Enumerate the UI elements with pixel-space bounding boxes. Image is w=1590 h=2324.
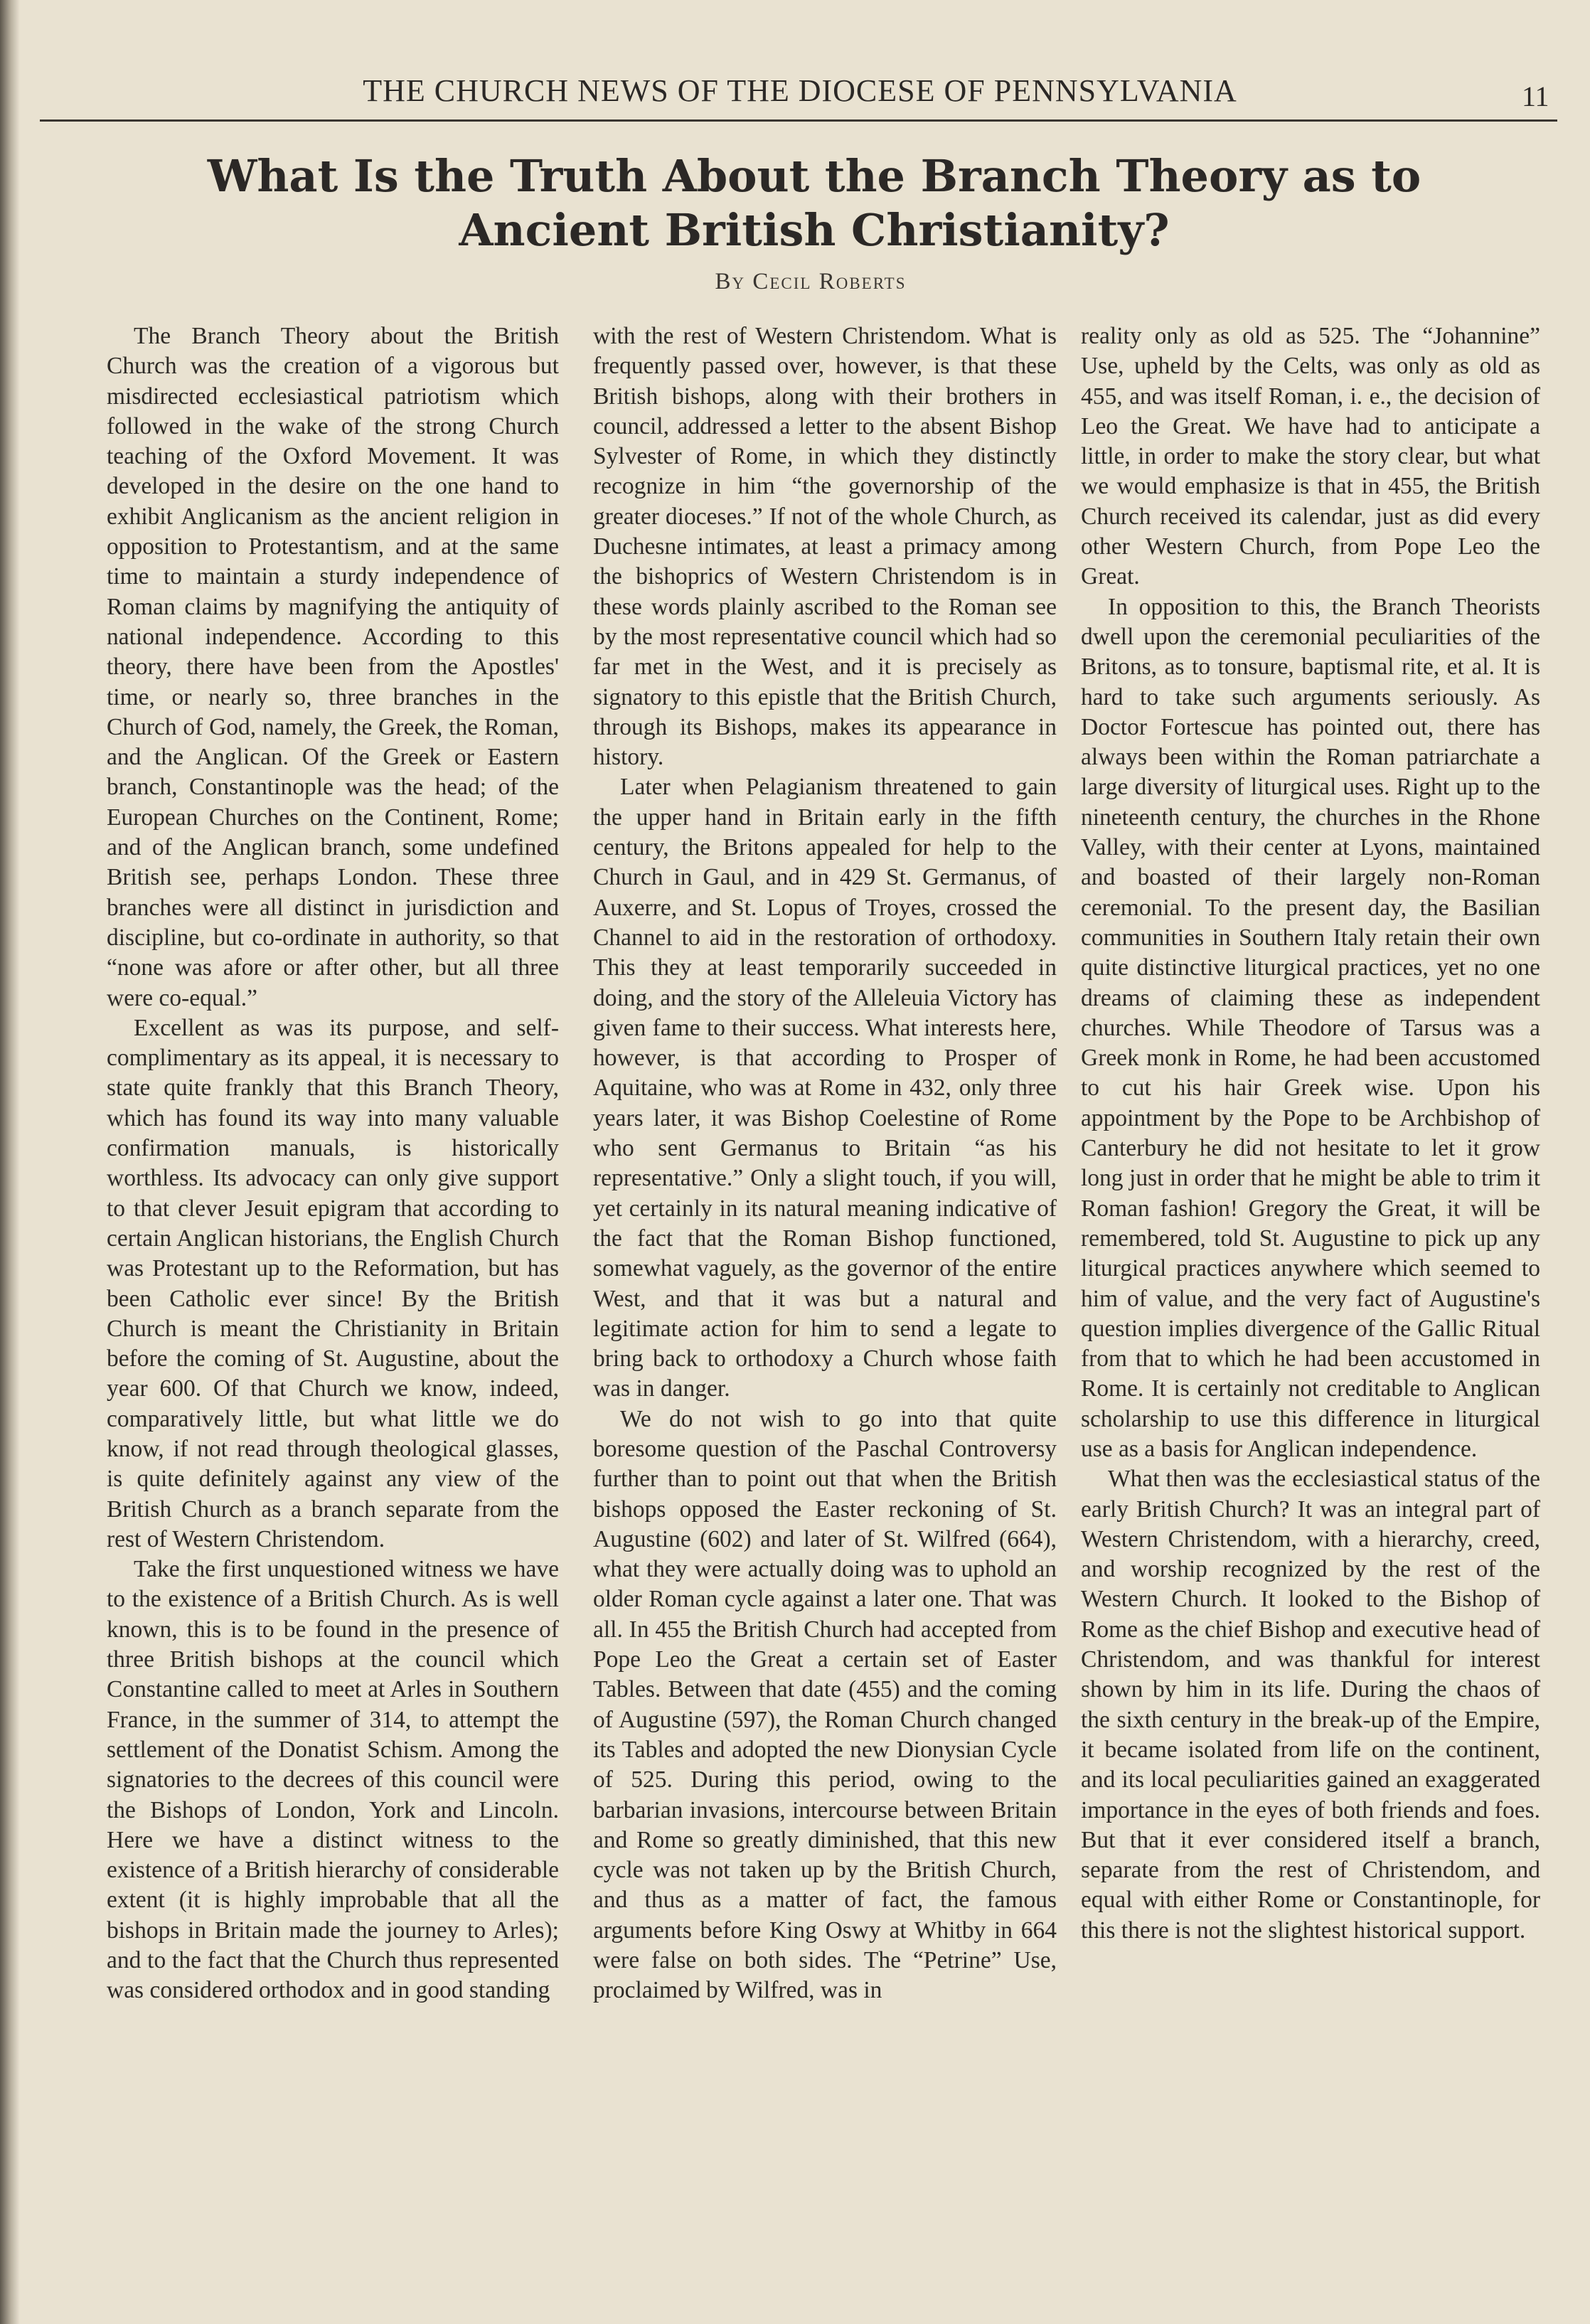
- paragraph: In opposition to this, the Branch Theorists dwell upon the ceremonial peculiarities of the Britons, as to tonsure, baptismal rite, et al. It is hard to take such arguments seriously. As Doctor Fortescue has pointed out, there has always been within the Roman patriarchate a large diversity of liturgical uses. Right up to the nineteenth century, the churches in the Rhone Valley, with their center at Lyons, maintained and boasted of their largely non-Roman ceremonial. To the present day, the Basilian communities in Southern Italy retain their own quite distinctive liturgical practices, yet no one dreams of claiming these as independent churches. While Theodore of Tarsus was a Greek monk in Rome, he had been accustomed to cut his hair Greek wise. Upon his appointment by the Pope to be Archbishop of Canterbury he did not hesitate to let it grow long just in order that he might be able to trim it Roman fashion! Gregory the Great, it will be remembered, told St. Augustine to pick up any liturgical practices anywhere which seemed to him of value, and the very fact of Augustine's question implies divergence of the Gallic Ritual from that to which he had been accustomed in Rome. It is certainly not creditable to Anglican scholarship to use this difference in liturgical use as a basis for Anglican independence.: [1081, 593, 1540, 1462]
- paragraph: Later when Pelagianism threatened to gain the upper hand in Britain early in the fifth century, the Britons appealed for help to the Church in Gaul, and in 429 St. Germanus, of Auxerre, and St. Lopus of Troyes, crossed the Channel to aid in the restoration of orthodoxy. This they at least temporarily succeeded in doing, and the story of the Alleleuia Victory has given fame to their success. What interests here, however, is that according to Prosper of Aquitaine, who was at Rome in 432, only three years later, it was Bishop Coelestine of Rome who sent Germanus to Britain “as his representative.” Only a slight touch, if you will, yet certainly in its natural meaning indicative of the fact that the Roman Bishop functioned, somewhat vaguely, as the governor of the entire West, and that it was but a natural and legitimate action for him to send a legate to bring back to orthodoxy a Church whose faith was in danger.: [593, 774, 1057, 1402]
- page-number: 11: [1522, 80, 1549, 112]
- column-left: [107, 321, 559, 2006]
- column-right: [1081, 321, 1540, 1946]
- article-title-line-2: Ancient British Christianity?: [459, 204, 1170, 256]
- header-rule: [40, 119, 1557, 122]
- page-gutter-shadow: [0, 0, 20, 2324]
- article-title: [178, 149, 1451, 257]
- paragraph-continued: with the rest of Western Christendom. What is frequently passed over, however, is that these British bishops, along with their brothers in council, addressed a letter to the absent Bishop Sylvester of Rome, in which they distinctly recognize in him “the governorship of the greater dioceses.” If not of the whole Church, as Duchesne intimates, at least a primacy among the bishoprics of Western Christendom is in these words plainly ascribed to the Roman see by the most representative council which had so far met in the West, and it is precisely as signatory to this epistle that the British Church, through its Bishops, makes its appearance in history.: [593, 323, 1057, 771]
- paragraph-continued: reality only as old as 525. The “Johannine” Use, upheld by the Celts, was only as old as 455, and was itself Roman, i. e., the decision of Leo the Great. We have had to anticipate a little, in order to make the story clear, but what we would emphasize is that in 455, the British Church received its calendar, just as did every other Western Church, from Pope Leo the Great.: [1081, 323, 1540, 590]
- paragraph: The Branch Theory about the British Church was the creation of a vigorous but misdirected ecclesiastical patriotism which followed in the wake of the strong Church teaching of the Oxford Movement. It was developed in the desire on the one hand to exhibit Anglicanism as the ancient religion in opposition to Protestantism, and at the same time to maintain a sturdy independence of Roman claims by magnifying the antiquity of national independence. According to this theory, there have been from the Apostles' time, or nearly so, three branches in the Church of God, namely, the Greek, the Roman, and the Anglican. Of the Greek or Eastern branch, Constantinople was the head; of the European Churches on the Continent, Rome; and of the Anglican branch, some undefined British see, perhaps London. These three branches were all distinct in jurisdiction and discipline, but co-ordinate in authority, so that “none was afore or after other, but all three were co-equal.”: [107, 323, 559, 1011]
- paragraph: We do not wish to go into that quite boresome question of the Paschal Controversy further than to point out that when the British bishops opposed the Easter reckoning of St. Augustine (602) and later of St. Wilfred (664), what they were actually doing was to uphold an older Roman cycle against a later one. That was all. In 455 the British Church had accepted from Pope Leo the Great a certain set of Easter Tables. Between that date (455) and the coming of Augustine (597), the Roman Church changed its Tables and adopted the new Dionysian Cycle of 525. During this period, owing to the barbarian invasions, intercourse between Britain and Rome so greatly diminished, that this new cycle was not taken up by the British Church, and thus as a matter of fact, the famous arguments before King Oswy at Whitby in 664 were false on both sides. The “Petrine” Use, proclaimed by Wilfred, was in: [593, 1405, 1057, 2004]
- column-middle: [593, 321, 1057, 2006]
- running-head: THE CHURCH NEWS OF THE DIOCESE OF PENNSYLVANIA: [363, 73, 1237, 108]
- byline: By Cecil Roberts: [715, 269, 907, 294]
- paragraph: Excellent as was its purpose, and self-complimentary as its appeal, it is necessary to state quite frankly that this Branch Theory, which has found its way into many valuable confirmation manuals, is historically worthless. Its advocacy can only give support to that clever Jesuit epigram that according to certain Anglican historians, the English Church was Protestant up to the Reformation, but has been Catholic ever since! By the British Church is meant the Christianity in Britain before the coming of St. Augustine, about the year 600. Of that Church we know, indeed, comparatively little, but what little we do know, if not read through theological glasses, is quite definitely against any view of the British Church as a branch separate from the rest of Western Christendom.: [107, 1014, 559, 1552]
- article-title-line-1: What Is the Truth About the Branch Theory as to: [207, 150, 1421, 202]
- paragraph: What then was the ecclesiastical status of the early British Church? It was an integral part of Western Christendom, with a hierarchy, creed, and worship recognized by the rest of the Western Church. It looked to the Bishop of Rome as the chief Bishop and executive head of Christendom, and was thankful for interest shown by him in its life. During the chaos of the sixth century in the break-up of the Empire, it became isolated from life on the continent, and its local peculiarities gained an exaggerated importance in the eyes of both friends and foes. But that it ever considered itself a branch, separate from the rest of Christendom, and equal with either Rome or Constantinople, for this there is not the slightest historical support.: [1081, 1466, 1540, 1944]
- paragraph: Take the first unquestioned witness we have to the existence of a British Church. As is well known, this is to be found in the presence of three British bishops at the council which Constantine called to meet at Arles in Southern France, in the summer of 314, to attempt the settlement of the Donatist Schism. Among the signatories to the decrees of this council were the Bishops of London, York and Lincoln. Here we have a distinct witness to the existence of a British hierarchy of considerable extent (it is highly improbable that all the bishops in Britain made the journey to Arles); and to the fact that the Church thus represented was considered orthodox and in good standing: [107, 1556, 559, 2004]
